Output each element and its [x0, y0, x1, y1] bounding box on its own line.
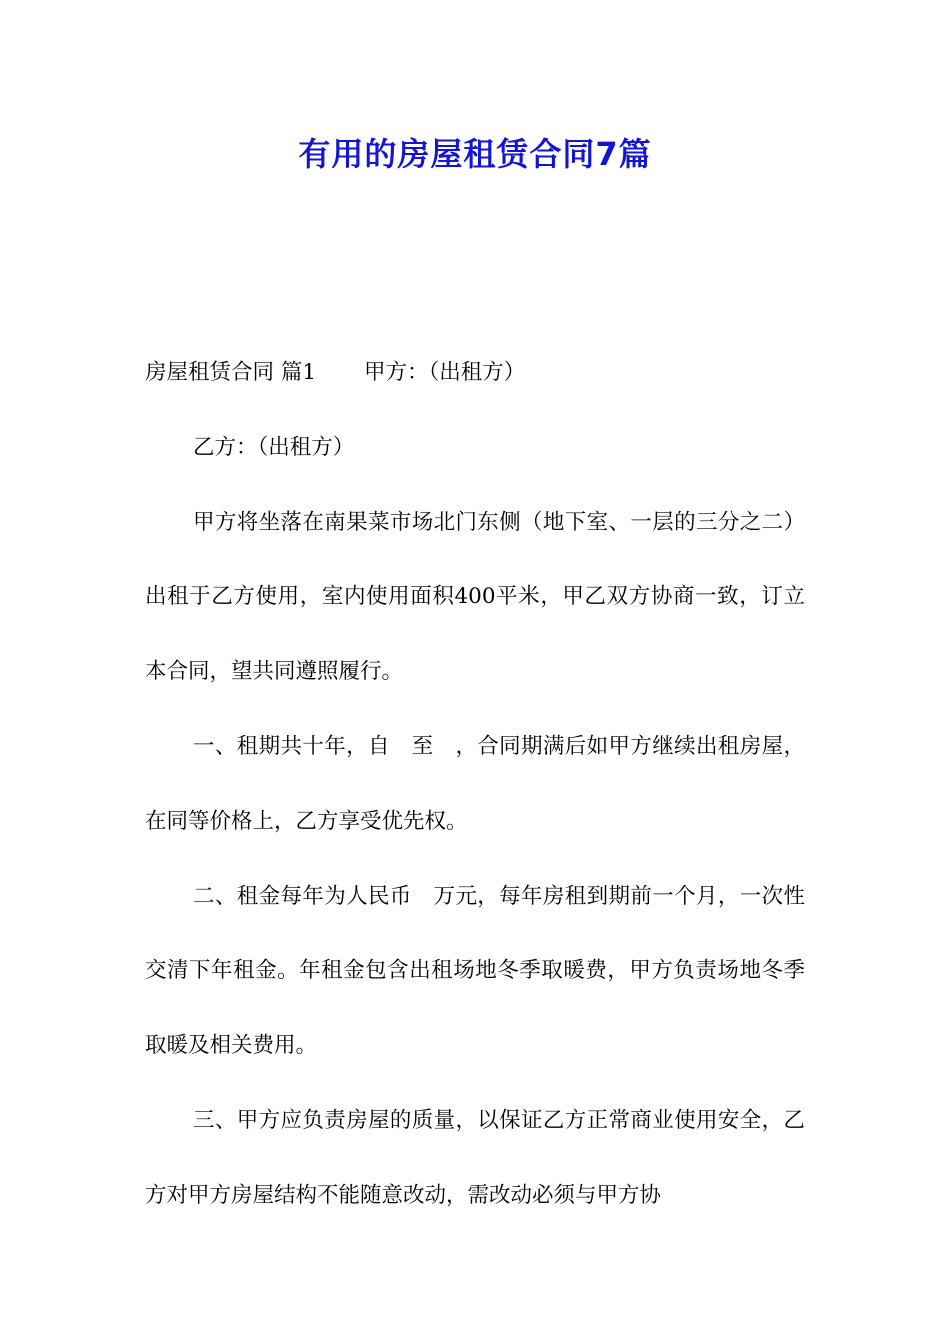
intro-paragraph: 甲方将坐落在南果菜市场北门东侧（地下室、一层的三分之二）出租于乙方使用，室内使用面积400平米，甲乙双方协商一致，订立本合同，望共同遵照履行。 — [145, 509, 805, 685]
clause-2-paragraph: 二、租金每年为人民币 万元，每年房租到期前一个月，一次性交清下年租金。年租金包含出租场地冬季取暖费，甲方负责场地冬季取暖及相关费用。 — [145, 883, 805, 1059]
clause-3-paragraph: 三、甲方应负责房屋的质量，以保证乙方正常商业使用安全，乙方对甲方房屋结构不能随意改动，需改动必须与甲方协 — [145, 1107, 805, 1208]
section-heading: 房屋租赁合同 篇1 — [145, 360, 317, 385]
document-body — [145, 336, 805, 1234]
clause-1-paragraph: 一、租期共十年，自 至 ，合同期满后如甲方继续出租房屋，在同等价格上，乙方享受优先权。 — [145, 733, 805, 834]
document-title: 有用的房屋租赁合同7篇 — [298, 135, 652, 173]
party-a-label: 甲方：（出租方） — [364, 360, 526, 385]
party-b-paragraph: 乙方：（出租方） — [193, 434, 355, 460]
section-heading-line — [145, 336, 805, 411]
